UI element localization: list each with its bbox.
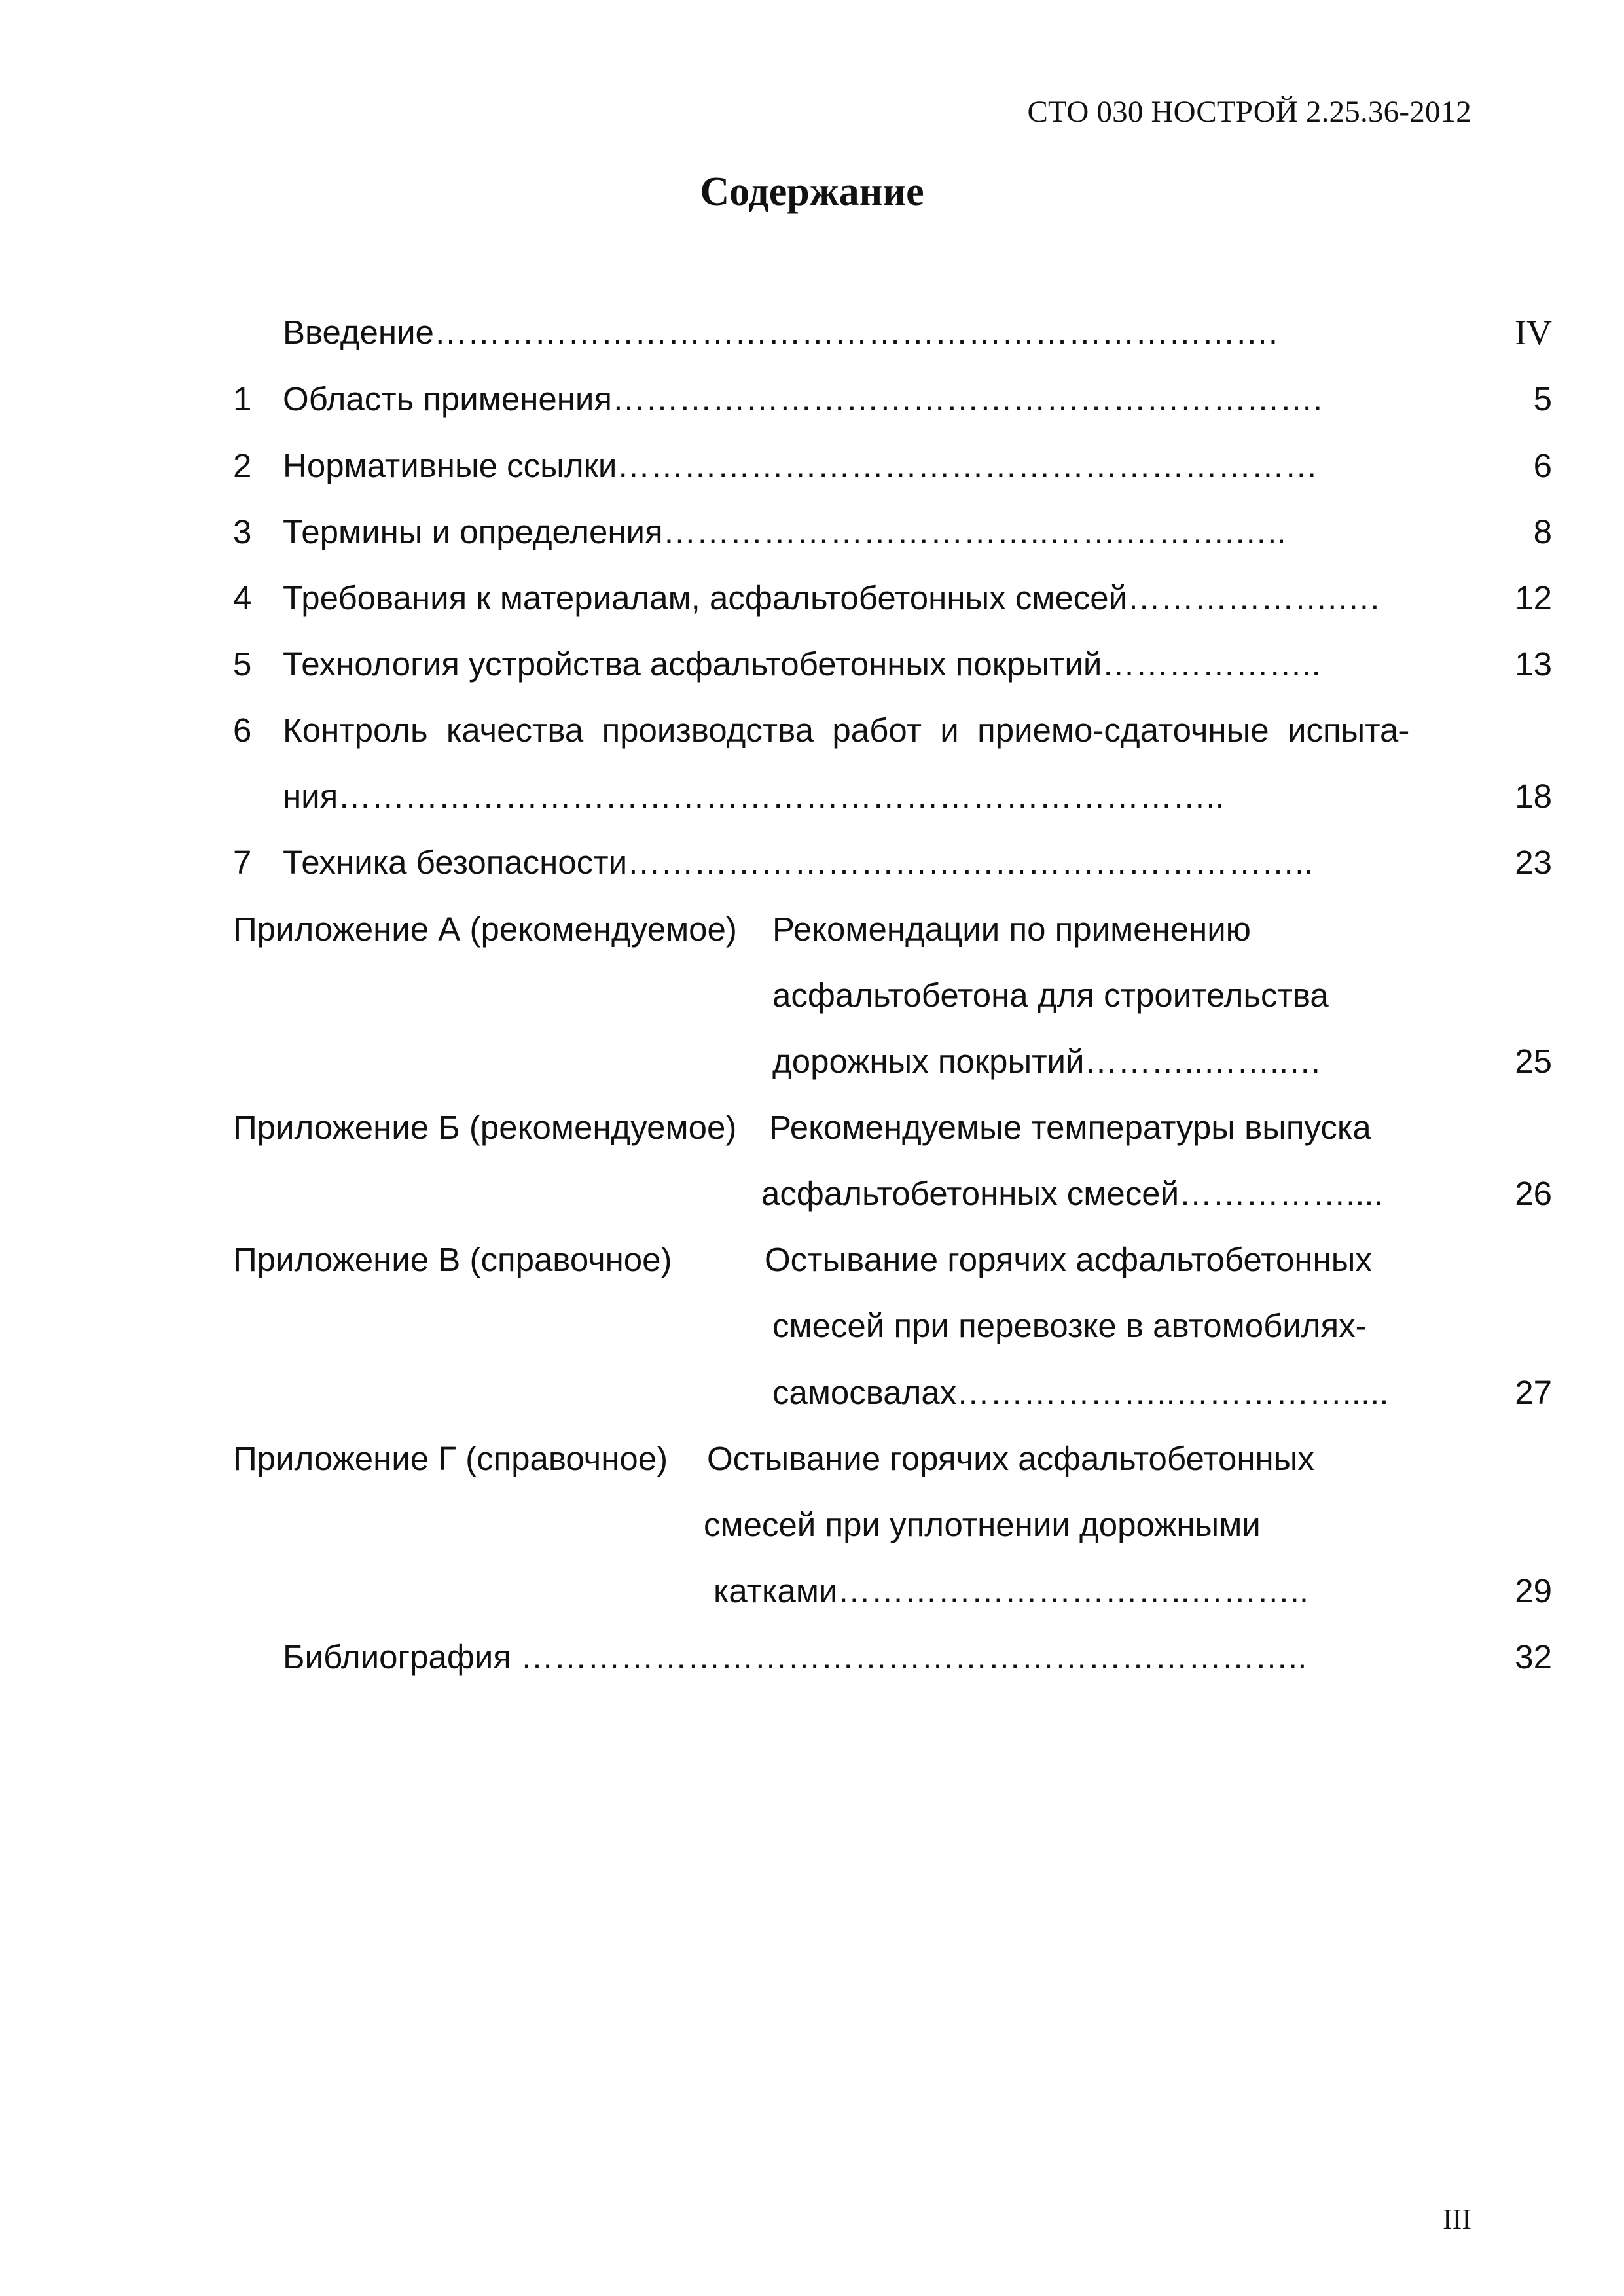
appendix-title: катками…………………………..……….. [713, 1572, 1309, 1609]
appendix-title: Рекомендации по применению [772, 910, 1251, 948]
appendix-label: Приложение В (справочное) [233, 1241, 672, 1278]
appendix-title: самосвалах………………..……………..... [772, 1374, 1389, 1411]
toc-entry-section-3[interactable] [0, 506, 1624, 558]
toc-appendix-b-line-2[interactable] [0, 1168, 1624, 1220]
toc-entry-page: IV [1515, 313, 1552, 352]
toc-appendix-g-line-2 [0, 1499, 1624, 1551]
toc-appendix-a[interactable] [0, 903, 1624, 956]
toc-entry-text: Технология устройства асфальтобетонных покрытий……………….. [283, 645, 1321, 683]
toc-entry-section-6-continuation[interactable] [0, 770, 1624, 823]
toc-entry-number: 5 [233, 645, 252, 683]
toc-entry-section-2[interactable] [0, 440, 1624, 492]
toc-appendix-a-line-2 [0, 969, 1624, 1022]
toc-entry-section-1[interactable] [0, 373, 1624, 425]
appendix-label: Приложение Г (справочное) [233, 1440, 668, 1477]
toc-entry-page: 25 [1515, 1043, 1552, 1080]
toc-entry-number: 1 [233, 380, 252, 418]
toc-entry-page: 18 [1515, 778, 1552, 815]
toc-appendix-v-line-3[interactable] [0, 1367, 1624, 1419]
appendix-label: Приложение Б (рекомендуемое) [233, 1109, 737, 1146]
toc-entry-text: Контроль качества производства работ и приемо-сдаточные испыта- [283, 711, 1410, 749]
toc-appendix-v[interactable] [0, 1234, 1624, 1286]
toc-entry-text: Библиография …………………………………………………………….. [283, 1638, 1307, 1676]
toc-entry-number: 2 [233, 447, 252, 484]
toc-entry-page: 23 [1515, 844, 1552, 881]
toc-entry-text: Требования к материалам, асфальтобетонных смесей……………….…. [283, 579, 1380, 617]
toc-entry-intro[interactable] [0, 306, 1624, 359]
toc-entry-text: Техника безопасности…………………………………………………….. [283, 844, 1314, 881]
toc-entry-bibliography[interactable] [0, 1631, 1624, 1683]
appendix-label: Приложение А (рекомендуемое) [233, 910, 737, 948]
toc-appendix-a-line-3[interactable] [0, 1035, 1624, 1088]
toc-entry-page: 12 [1515, 579, 1552, 617]
appendix-title: асфальтобетонных смесей…………….... [761, 1175, 1383, 1212]
toc-entry-section-5[interactable] [0, 638, 1624, 691]
appendix-title: Рекомендуемые температуры выпуска [769, 1109, 1371, 1146]
toc-entry-number: 6 [233, 711, 252, 749]
toc-appendix-g[interactable] [0, 1433, 1624, 1485]
toc-entry-text: ния…………………………………………………………………….. [283, 778, 1225, 815]
toc-entry-text: Область применения………………………………………………………. [283, 380, 1323, 418]
toc-entry-page: 6 [1533, 447, 1552, 484]
toc-entry-number: 7 [233, 844, 252, 881]
page-number: III [1443, 2203, 1471, 2235]
toc-entry-page: 26 [1515, 1175, 1552, 1212]
appendix-title: дорожных покрытий………..……..… [772, 1043, 1322, 1080]
toc-entry-section-6[interactable] [0, 704, 1624, 757]
toc-entry-page: 32 [1515, 1638, 1552, 1676]
toc-entry-page: 27 [1515, 1374, 1552, 1411]
toc-entry-text: Термины и определения……………………………..…….……….….. [283, 513, 1286, 550]
toc-appendix-b[interactable] [0, 1102, 1624, 1154]
toc-entry-page: 29 [1515, 1572, 1552, 1609]
toc-entry-section-7[interactable] [0, 836, 1624, 889]
toc-entry-text: Введение…………………………………………………………………. [283, 314, 1278, 351]
toc-appendix-g-line-3[interactable] [0, 1565, 1624, 1617]
appendix-title: смесей при уплотнении дорожными [704, 1506, 1261, 1543]
page-title: Содержание [700, 170, 924, 214]
toc-entry-page: 5 [1533, 380, 1552, 418]
toc-entry-page: 8 [1533, 513, 1552, 550]
toc-entry-section-4[interactable] [0, 572, 1624, 624]
toc-appendix-v-line-2 [0, 1300, 1624, 1352]
appendix-title: Остывание горячих асфальтобетонных [765, 1241, 1372, 1278]
toc-entry-number: 4 [233, 579, 252, 617]
appendix-title: смесей при перевозке в автомобилях- [772, 1307, 1367, 1344]
document-code: СТО 030 НОСТРОЙ 2.25.36-2012 [1027, 95, 1471, 129]
appendix-title: асфальтобетона для строительства [772, 977, 1329, 1014]
toc-entry-page: 13 [1515, 645, 1552, 683]
toc-entry-text: Нормативные ссылки……………………………………………………… [283, 447, 1318, 484]
toc-entry-number: 3 [233, 513, 252, 550]
appendix-title: Остывание горячих асфальтобетонных [707, 1440, 1314, 1477]
